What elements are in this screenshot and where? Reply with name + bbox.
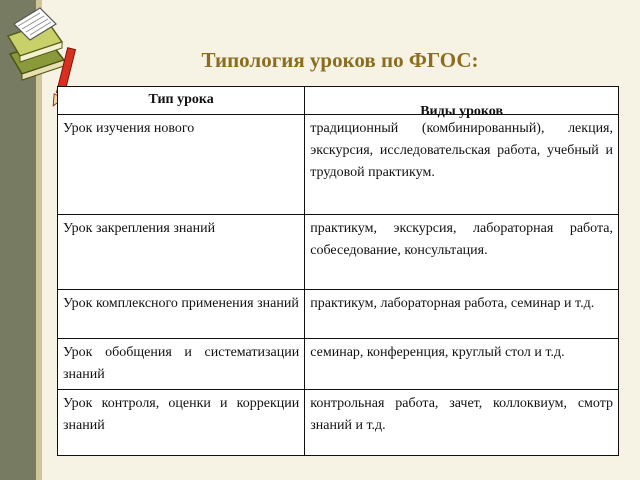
header-lesson-kinds xyxy=(305,87,619,119)
table-row xyxy=(58,390,619,456)
lesson-types-table xyxy=(57,86,619,456)
header-lesson-kinds-label: Виды уроков xyxy=(420,104,504,119)
lesson-kinds-cell: семинар, конференция, круглый стол и т.д. xyxy=(305,339,619,390)
table-row xyxy=(58,339,619,390)
page-title: Типология уроков по ФГОС: xyxy=(201,48,479,72)
lesson-type-cell: Урок обобщения и систематизации знаний xyxy=(58,339,305,390)
lesson-kinds-cell: традиционный (комбинированный), лекция, экскурсия, исследовательская работа, учебный и трудовой практикум. xyxy=(305,115,619,215)
lesson-type-cell: Урок контроля, оценки и коррекции знаний xyxy=(58,390,305,456)
lesson-kinds-cell: практикум, лабораторная работа, семинар и т.д. xyxy=(305,290,619,339)
table-header-row xyxy=(58,87,619,115)
table-row xyxy=(58,290,619,339)
lesson-kinds-cell: практикум, экскурсия, лабораторная работа, собеседование, консультация. xyxy=(305,215,619,290)
table-row xyxy=(58,115,619,215)
table-row xyxy=(58,215,619,290)
lesson-type-cell: Урок закрепления знаний xyxy=(58,215,305,290)
lesson-type-cell: Урок комплексного применения знаний xyxy=(58,290,305,339)
lesson-type-cell: Урок изучения нового xyxy=(58,115,305,215)
lesson-kinds-cell: контрольная работа, зачет, коллоквиум, смотр знаний и т.д. xyxy=(305,390,619,456)
header-lesson-type: Тип урока xyxy=(58,87,305,115)
